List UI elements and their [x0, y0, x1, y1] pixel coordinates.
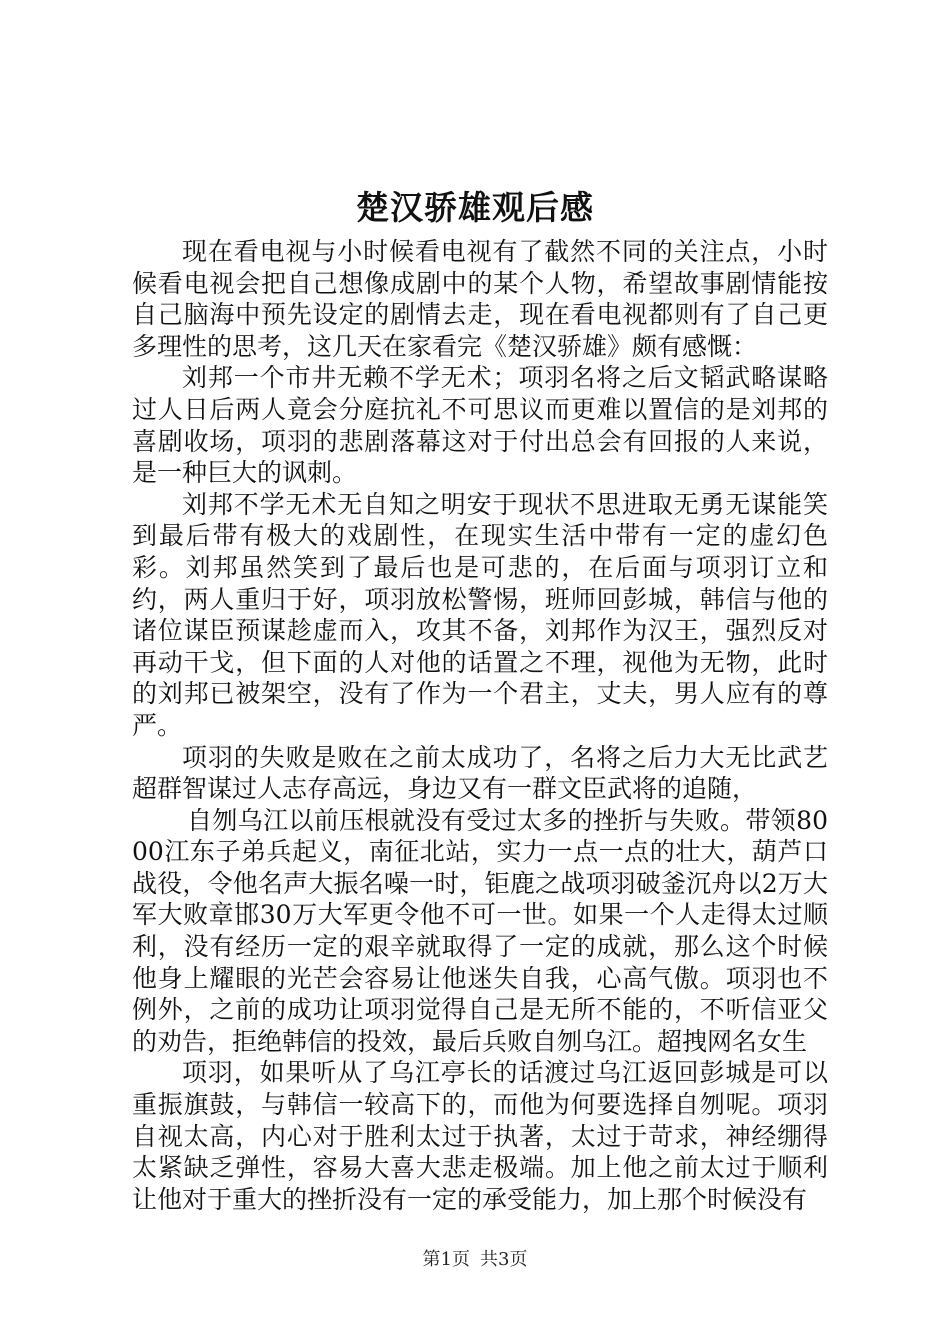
- paragraph-5: 自刎乌江以前压根就没有受过太多的挫折与失败。带领8000江东子弟兵起义，南征北站，实力一点一点的壮大，葫芦口战役，令他名声大振名噪一时，钜鹿之战项羽破釜沉舟以2万大军大败章邯30万大军更令他不可一世。如果一个人走得太过顺利，没有经历一定的艰辛就取得了一定的成就，那么这个时候他身上耀眼的光芒会容易让他迷失自我，心高气傲。项羽也不例外，之前的成功让项羽觉得自己是无所不能的，不听信亚父的劝告，拒绝韩信的投效，最后兵败自刎乌江。超拽网名女生: [132, 805, 828, 1056]
- page-footer: [0, 1248, 950, 1272]
- document-title: 楚汉骄雄观后感: [356, 188, 594, 227]
- paragraph-6: 项羽，如果听从了乌江亭长的话渡过乌江返回彭城是可以重振旗鼓，与韩信一较高下的，而他为何要选择自刎呢。项羽自视太高，内心对于胜利太过于执著，太过于苛求，神经绷得太紧缺乏弹性，容易大喜大悲走极端。加上他之前太过于顺利让他对于重大的挫折没有一定的承受能力，加上那个时候没有: [132, 1058, 828, 1214]
- page-total: 共3页: [480, 1249, 528, 1270]
- page-number: 第1页: [422, 1249, 470, 1270]
- paragraph-4: 项羽的失败是败在之前太成功了，名将之后力大无比武艺超群智谋过人志存高远，身边又有一群文臣武将的追随，: [132, 742, 828, 804]
- paragraph-3: 刘邦不学无术无自知之明安于现状不思进取无勇无谋能笑到最后带有极大的戏剧性，在现实生活中带有一定的虚幻色彩。刘邦虽然笑到了最后也是可悲的，在后面与项羽订立和约，两人重归于好，项羽放松警惕，班师回彭城，韩信与他的诸位谋臣预谋趁虚而入，攻其不备，刘邦作为汉王，强烈反对再动干戈，但下面的人对他的话置之不理，视他为无物，此时的刘邦已被架空，没有了作为一个君主，丈夫，男人应有的尊严。: [132, 489, 828, 740]
- paragraph-2: 刘邦一个市井无赖不学无术；项羽名将之后文韬武略谋略过人日后两人竟会分庭抗礼不可思议而更难以置信的是刘邦的喜剧收场，项羽的悲剧落幕这对于付出总会有回报的人来说，是一种巨大的讽刺。: [132, 363, 828, 488]
- paragraph-1: 现在看电视与小时候看电视有了截然不同的关注点，小时候看电视会把自己想像成剧中的某个人物，希望故事剧情能按自己脑海中预先设定的剧情去走，现在看电视都则有了自己更多理性的思考，这几天在家看完《楚汉骄雄》颇有感慨：: [132, 237, 828, 361]
- document-body: [132, 236, 828, 1215]
